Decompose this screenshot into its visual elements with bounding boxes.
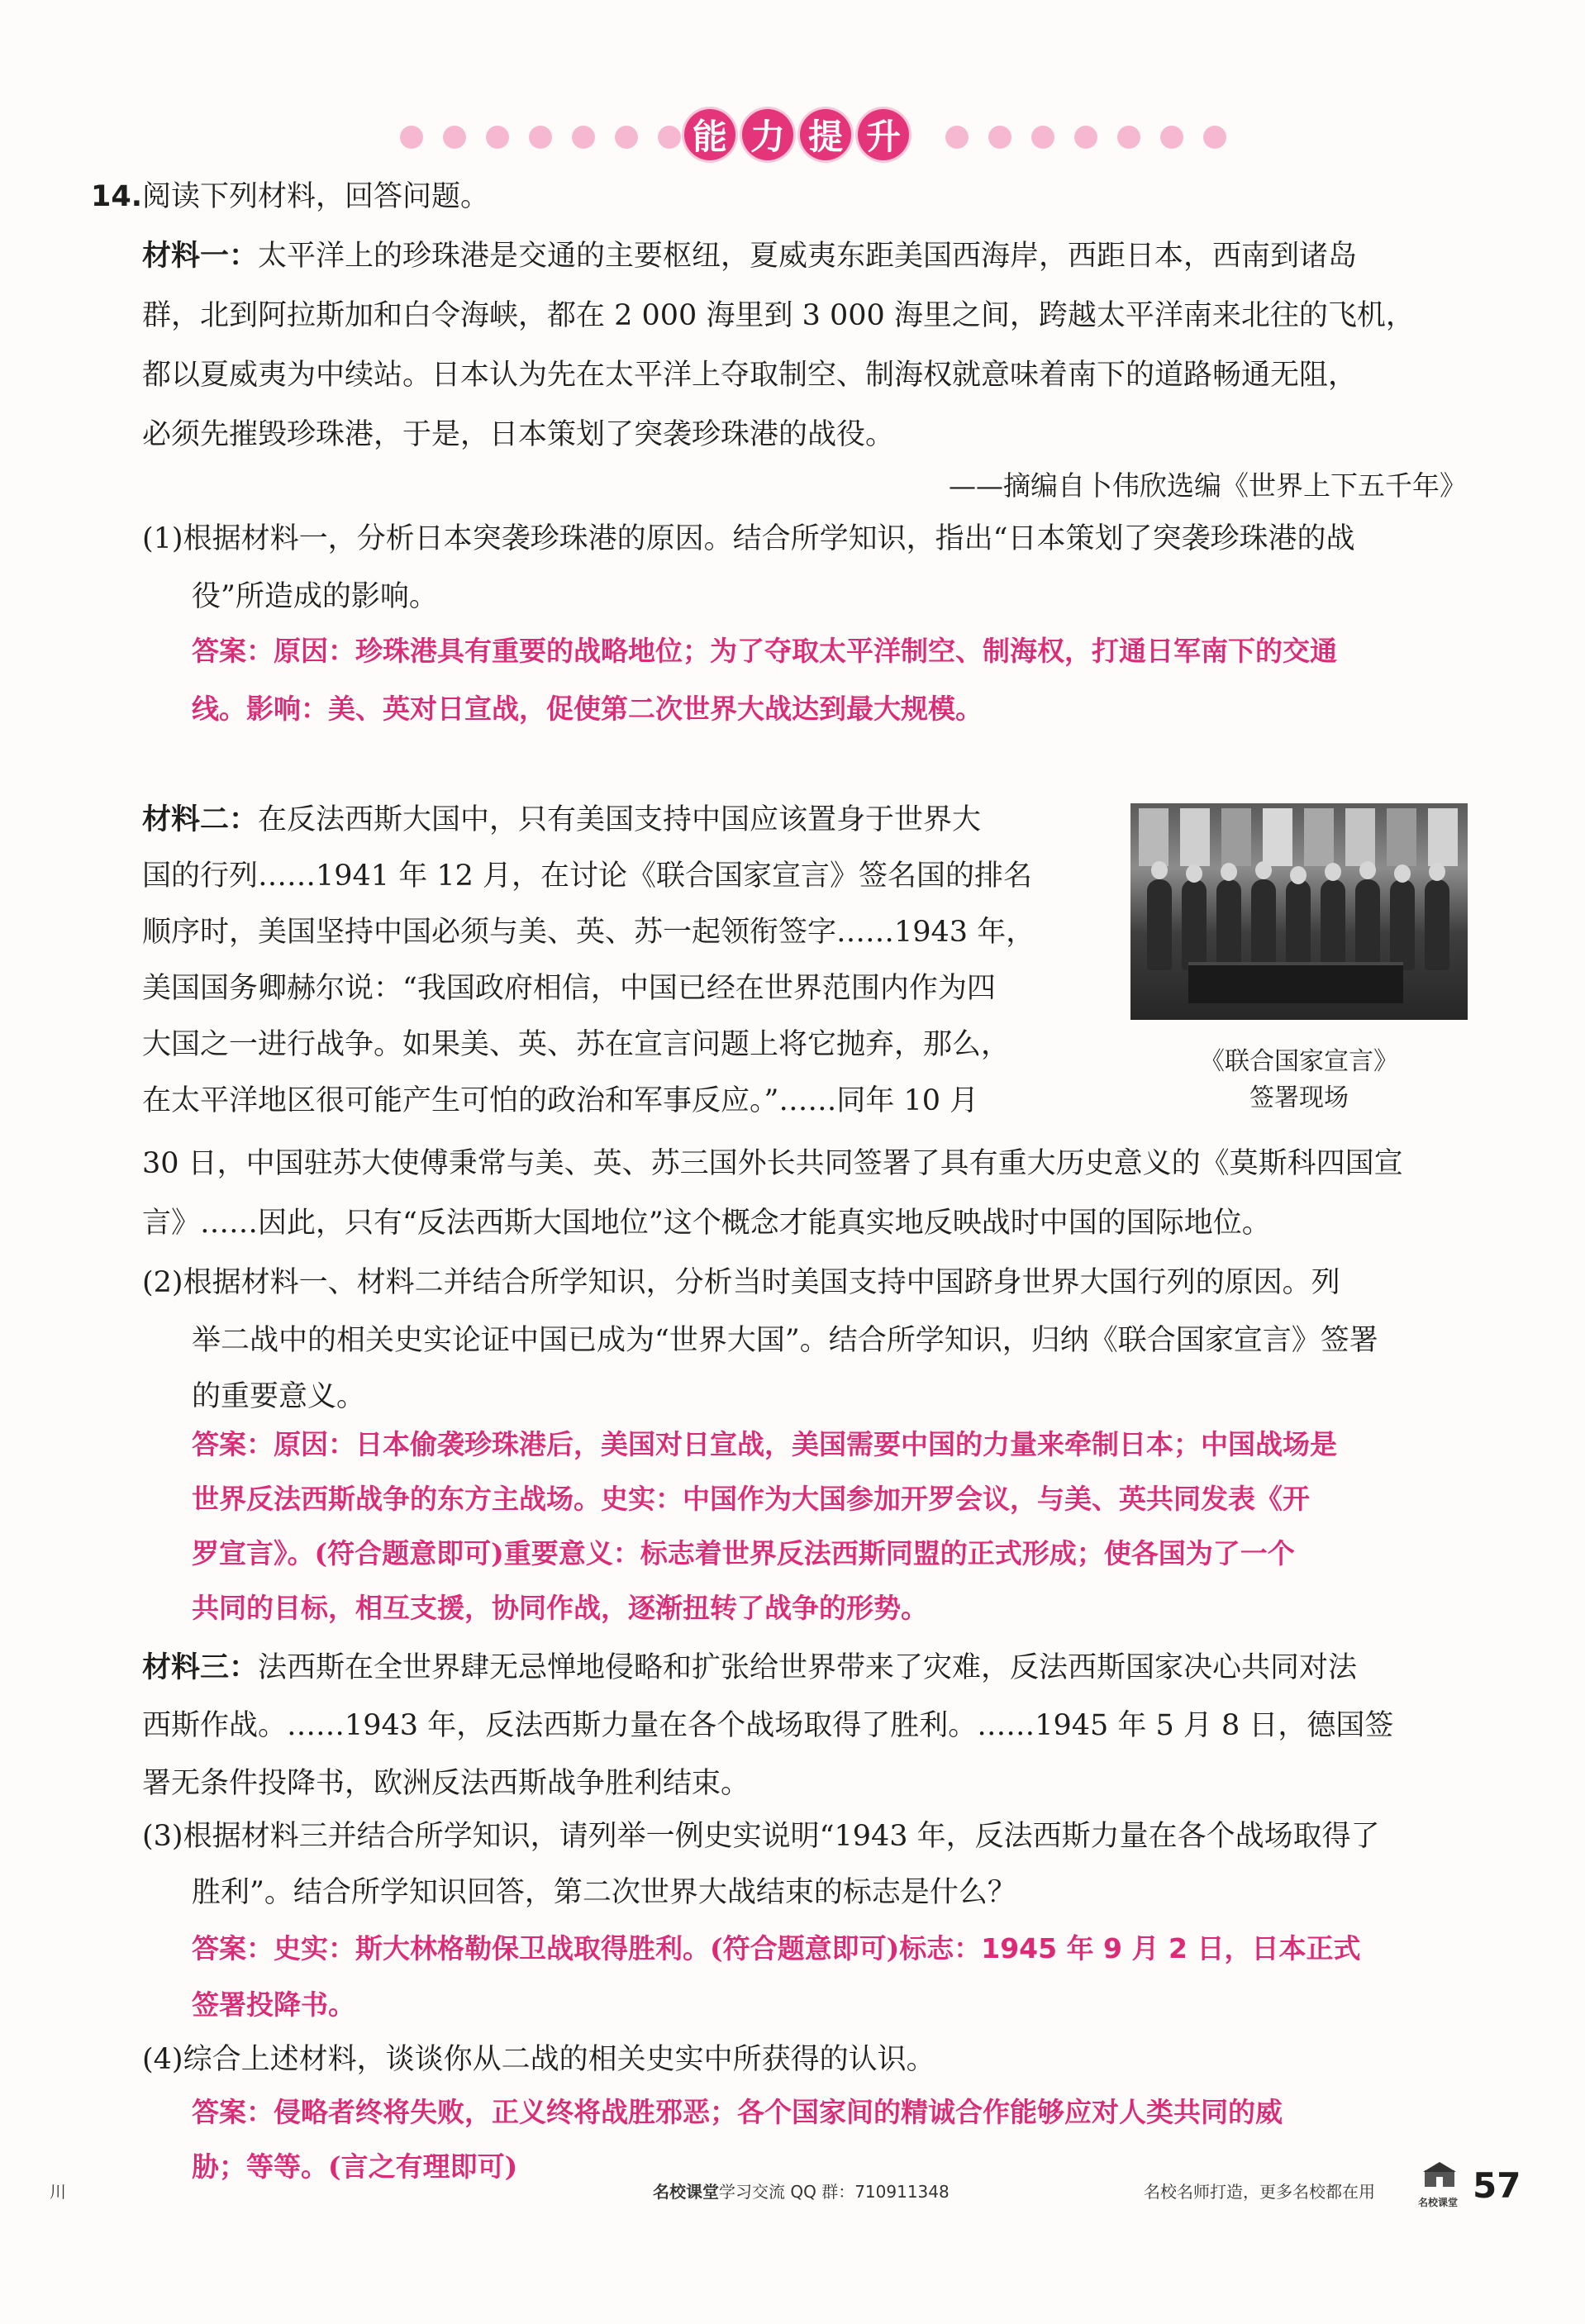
decorative-dots-left <box>400 126 681 149</box>
q2-line: 的重要意义。 <box>192 1380 366 1413</box>
footer-logo-brand: 名校课堂 <box>1418 2197 1459 2208</box>
section-title-char: 升 <box>858 109 909 160</box>
photo-caption: 《联合国家宣言》 <box>1200 1047 1398 1076</box>
q1-line: (1)根据材料一，分析日本突袭珍珠港的原因。结合所学知识，指出“日本策划了突袭珍珠港的战 <box>142 522 1355 555</box>
q4-answer: 答案：侵略者终将失败，正义终将战胜邪恶；各个国家间的精诚合作能够应对人类共同的威 <box>192 2096 1283 2128</box>
decorative-dots-right <box>945 126 1226 149</box>
q4-line: (4)综合上述材料，谈谈你从二战的相关史实中所获得的认识。 <box>142 2043 935 2076</box>
footer-center: 名校课堂学习交流 QQ 群：710911348 <box>653 2182 950 2202</box>
section-title-char: 提 <box>800 109 851 160</box>
material2-line: 在太平洋地区很可能产生可怕的政治和军事反应。”……同年 10 月 <box>142 1084 979 1117</box>
q3-answer-line: 答案：史实：斯大林格勒保卫战取得胜利。(符合题意即可)标志：1945 年 9 月 2 日，日本正式 <box>192 1932 1361 1964</box>
q4-answer-line: 胁；等等。(言之有理即可) <box>192 2150 518 2183</box>
q1-answer: 答案：原因：珍珠港具有重要的战略地位；为了夺取太平洋制空、制海权，打通日军南下的交通 <box>192 635 1337 667</box>
material2-line: 美国国务卿赫尔说：“我国政府相信，中国已经在世界范围内作为四 <box>142 972 996 1005</box>
material2-line: 大国之一进行战争。如果美、英、苏在宣言问题上将它抛弃，那么， <box>142 1028 1011 1061</box>
material1-source: ——摘编自卜伟欣选编《世界上下五千年》 <box>949 469 1467 502</box>
material2-line: 言》……因此，只有“反法西斯大国地位”这个概念才能真实地反映战时中国的国际地位。 <box>142 1207 1271 1240</box>
q1-line: 役”所造成的影响。 <box>192 580 438 613</box>
q2-answer: 共同的目标，相互支援，协同作战，逐渐扭转了战争的形势。 <box>192 1592 928 1624</box>
material1-line: 都以夏威夷为中续站。日本认为先在太平洋上夺取制空、制海权就意味着南下的道路畅通无阻， <box>142 359 1358 392</box>
question-heading <box>91 179 489 215</box>
q3-line: (3)根据材料三并结合所学知识，请列举一例史实说明“1943 年，反法西斯力量在各个战场取得了 <box>142 1820 1380 1853</box>
q2-answer: 世界反法西斯战争的东方主战场。史实：中国作为大国参加开罗会议，与美、英共同发表《开 <box>192 1483 1310 1515</box>
school-logo-icon <box>1421 2159 1458 2192</box>
material3-label: 材料三： <box>142 1651 259 1684</box>
question-prompt: 阅读下列材料，回答问题。 <box>142 180 490 213</box>
footer-brand: 名校课堂 <box>653 2182 719 2202</box>
section-banner <box>0 109 1585 167</box>
material1-label: 材料一： <box>142 240 259 273</box>
material1-line: 材料一：太平洋上的珍珠港是交通的主要枢纽，夏威夷东距美国西海岸，西距日本，西南到诸岛 <box>142 240 1358 273</box>
material3-line: 材料三：法西斯在全世界肆无忌惮地侵略和扩张给世界带来了灾难，反法西斯国家决心共同对法 <box>142 1651 1358 1684</box>
q1-answer: 线。影响：美、英对日宣战，促使第二次世界大战达到最大规模。 <box>192 693 983 725</box>
q2-line: (2)根据材料一、材料二并结合所学知识，分析当时美国支持中国跻身世界大国行列的原因。列 <box>142 1266 1340 1299</box>
footer-right: 名校名师打造，更多名校都在用 <box>1144 2182 1375 2202</box>
footer-left: 川 <box>50 2182 66 2202</box>
material3-line: 署无条件投降书，欧洲反法西斯战争胜利结束。 <box>142 1767 750 1800</box>
section-title-char: 力 <box>742 109 793 160</box>
signing-photo <box>1130 803 1468 1020</box>
section-title <box>684 109 909 160</box>
photo-caption: 签署现场 <box>1249 1083 1349 1112</box>
material3-line: 西斯作战。……1943 年，反法西斯力量在各个战场取得了胜利。……1945 年 5 月 8 日，德国签 <box>142 1709 1394 1742</box>
material2-line: 国的行列……1941 年 12 月，在讨论《联合国家宣言》签名国的排名 <box>142 860 1032 893</box>
page-number: 57 <box>1473 2165 1521 2206</box>
material2-line: 材料二：在反法西斯大国中，只有美国支持中国应该置身于世界大 <box>142 803 982 836</box>
q2-line: 举二战中的相关史实论证中国已成为“世界大国”。结合所学知识，归纳《联合国家宣言》签署 <box>192 1324 1378 1357</box>
q3-answer: 签署投降书。 <box>192 1988 355 2021</box>
question-number: 14. <box>91 180 143 213</box>
q2-answer-line: 罗宣言》。(符合题意即可)重要意义：标志着世界反法西斯同盟的正式形成；使各国为了一个 <box>192 1537 1295 1569</box>
material1-line: 必须先摧毁珍珠港，于是，日本策划了突袭珍珠港的战役。 <box>142 418 895 451</box>
q3-line: 胜利”。结合所学知识回答，第二次世界大战结束的标志是什么？ <box>192 1876 1016 1909</box>
q2-answer: 答案：原因：日本偷袭珍珠港后，美国对日宣战，美国需要中国的力量来牵制日本；中国战场是 <box>192 1428 1337 1460</box>
section-title-char: 能 <box>684 109 735 160</box>
material2-line: 30 日，中国驻苏大使傅秉常与美、英、苏三国外长共同签署了具有重大历史意义的《莫斯科四国宣 <box>142 1147 1403 1180</box>
material2-line: 顺序时，美国坚持中国必须与美、英、苏一起领衔签字……1943 年， <box>142 916 1035 949</box>
material1-line: 群，北到阿拉斯加和白令海峡，都在 2 000 海里到 3 000 海里之间，跨越太平洋南来北往的飞机， <box>142 299 1415 332</box>
material2-label: 材料二： <box>142 803 259 836</box>
